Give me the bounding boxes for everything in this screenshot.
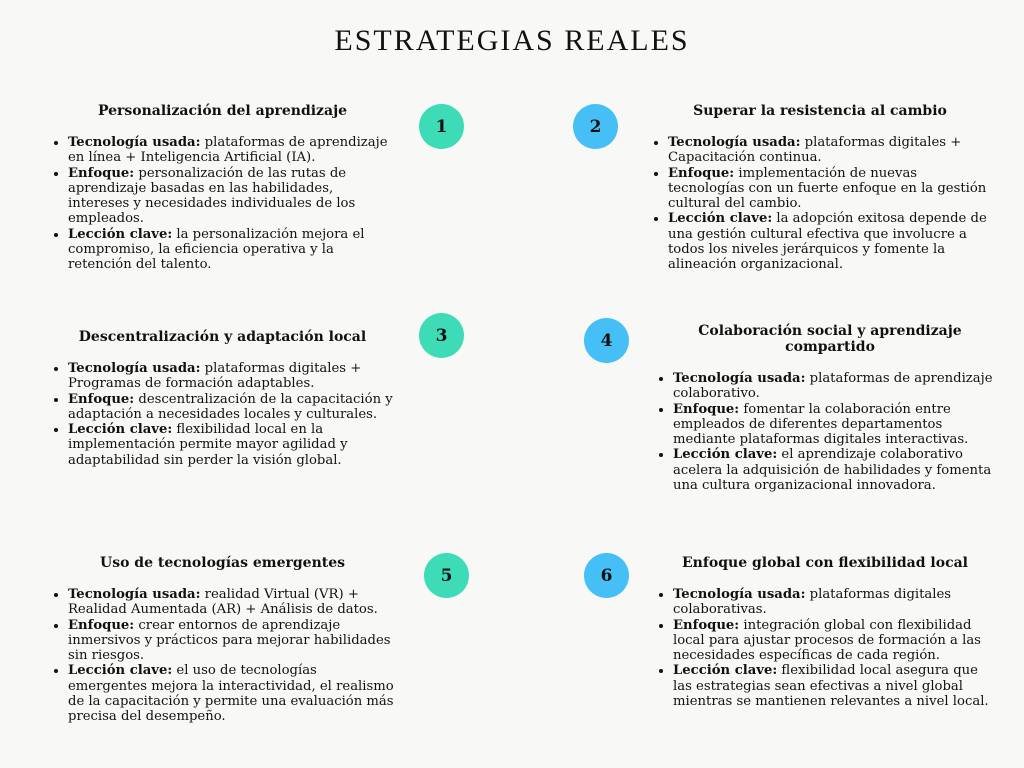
item-label: Enfoque: — [668, 165, 735, 181]
item-label: Lección clave: — [673, 447, 778, 463]
strategy-block-6 — [655, 555, 995, 709]
list-item — [673, 371, 1005, 402]
item-text: plataformas de aprendizaje en línea + Inteligencia Artificial (IA). — [68, 135, 388, 166]
item-text: la adopción exitosa depende de una gestión cultural efectiva que involucre a todos los niveles jerárquicos y fomente la alineación organizacional. — [668, 211, 987, 273]
strategy-heading: Uso de tecnologías emergentes — [99, 555, 345, 571]
item-label: Lección clave: — [68, 663, 173, 679]
list-item — [68, 663, 395, 724]
item-label: Enfoque: — [68, 391, 135, 407]
list-item — [668, 135, 990, 166]
item-label: Tecnología usada: — [673, 587, 806, 602]
item-text: plataformas digitales + Programas de formación adaptables. — [68, 361, 362, 392]
step-number-1: 1 — [419, 104, 464, 149]
item-label: Lección clave: — [68, 226, 173, 242]
strategy-list — [50, 587, 395, 725]
list-item — [68, 166, 395, 227]
list-item — [673, 587, 995, 618]
strategy-heading: Descentralización y adaptación local — [78, 329, 367, 345]
strategy-block-1 — [50, 103, 395, 273]
strategy-heading: Personalización del aprendizaje — [97, 103, 348, 119]
list-item — [68, 422, 395, 468]
strategy-heading: Superar la resistencia al cambio — [693, 103, 947, 119]
page-title: ESTRATEGIAS REALES — [334, 24, 690, 57]
item-text: el aprendizaje colaborativo acelera la adquisición de habilidades y fomenta una cultura organizacional innovadora. — [673, 447, 992, 494]
strategy-heading: Enfoque global con flexibilidad local — [682, 555, 968, 571]
list-item — [68, 618, 395, 664]
item-label: Tecnología usada: — [68, 587, 201, 602]
list-item — [668, 166, 990, 212]
item-text: implementación de nuevas tecnologías con un fuerte enfoque en la gestión cultural del cambio. — [668, 165, 987, 212]
list-item — [68, 227, 395, 273]
strategy-block-3 — [50, 329, 395, 468]
list-item — [68, 587, 395, 618]
list-item — [673, 402, 1005, 448]
strategy-list — [655, 587, 995, 709]
step-number-6: 6 — [584, 553, 629, 598]
item-text: plataformas digitales + Capacitación continua. — [668, 135, 962, 166]
item-label: Enfoque: — [673, 617, 740, 633]
list-item — [68, 392, 395, 423]
item-text: fomentar la colaboración entre empleados de diferentes departamentos mediante plataformas digitales interactivas. — [673, 401, 969, 448]
item-label: Enfoque: — [68, 165, 135, 181]
item-text: integración global con flexibilidad local para ajustar procesos de formación a las necesidades específicas de cada región. — [673, 617, 981, 664]
item-label: Tecnología usada: — [68, 135, 201, 150]
item-text: flexibilidad local asegura que las estrategias sean efectivas a nivel global mientras se mantienen relevantes a nivel local. — [673, 663, 989, 710]
strategy-heading: Colaboración social y aprendizaje compartido — [698, 323, 962, 355]
strategy-block-5 — [50, 555, 395, 725]
item-text: descentralización de la capacitación y adaptación a necesidades locales y culturales. — [68, 391, 393, 422]
strategy-list — [50, 135, 395, 273]
item-text: personalización de las rutas de aprendizaje basadas en las habilidades, intereses y necesidades individuales de los empleados. — [68, 165, 356, 227]
item-label: Lección clave: — [68, 422, 173, 438]
item-label: Lección clave: — [673, 663, 778, 679]
strategy-list — [50, 361, 395, 468]
list-item — [668, 211, 990, 272]
item-label: Tecnología usada: — [673, 371, 806, 386]
strategy-list — [655, 371, 1005, 493]
item-label: Tecnología usada: — [668, 135, 801, 150]
strategy-list — [650, 135, 990, 273]
list-item — [68, 135, 395, 166]
item-label: Lección clave: — [668, 211, 773, 227]
item-text: crear entornos de aprendizaje inmersivos y prácticos para mejorar habilidades sin riesgos. — [68, 617, 391, 664]
strategy-block-4 — [655, 323, 1005, 493]
step-number-5: 5 — [424, 553, 469, 598]
item-text: plataformas de aprendizaje colaborativo. — [673, 371, 993, 402]
item-label: Enfoque: — [673, 401, 740, 417]
step-number-2: 2 — [573, 104, 618, 149]
item-label: Enfoque: — [68, 617, 135, 633]
strategy-block-2 — [650, 103, 990, 273]
item-text: la personalización mejora el compromiso, la eficiencia operativa y la retención del talento. — [68, 226, 365, 273]
item-text: realidad Virtual (VR) + Realidad Aumentada (AR) + Análisis de datos. — [68, 587, 378, 618]
list-item — [673, 447, 1005, 493]
list-item — [673, 663, 995, 709]
list-item — [673, 618, 995, 664]
step-number-4: 4 — [584, 318, 629, 363]
list-item — [68, 361, 395, 392]
step-number-3: 3 — [419, 313, 464, 358]
item-label: Tecnología usada: — [68, 361, 201, 376]
item-text: flexibilidad local en la implementación permite mayor agilidad y adaptabilidad sin perder la visión global. — [68, 422, 348, 468]
item-text: plataformas digitales colaborativas. — [673, 587, 952, 618]
item-text: el uso de tecnologías emergentes mejora la interactividad, el realismo de la capacitación y permite una evaluación más precisa del desempeño. — [68, 663, 394, 725]
